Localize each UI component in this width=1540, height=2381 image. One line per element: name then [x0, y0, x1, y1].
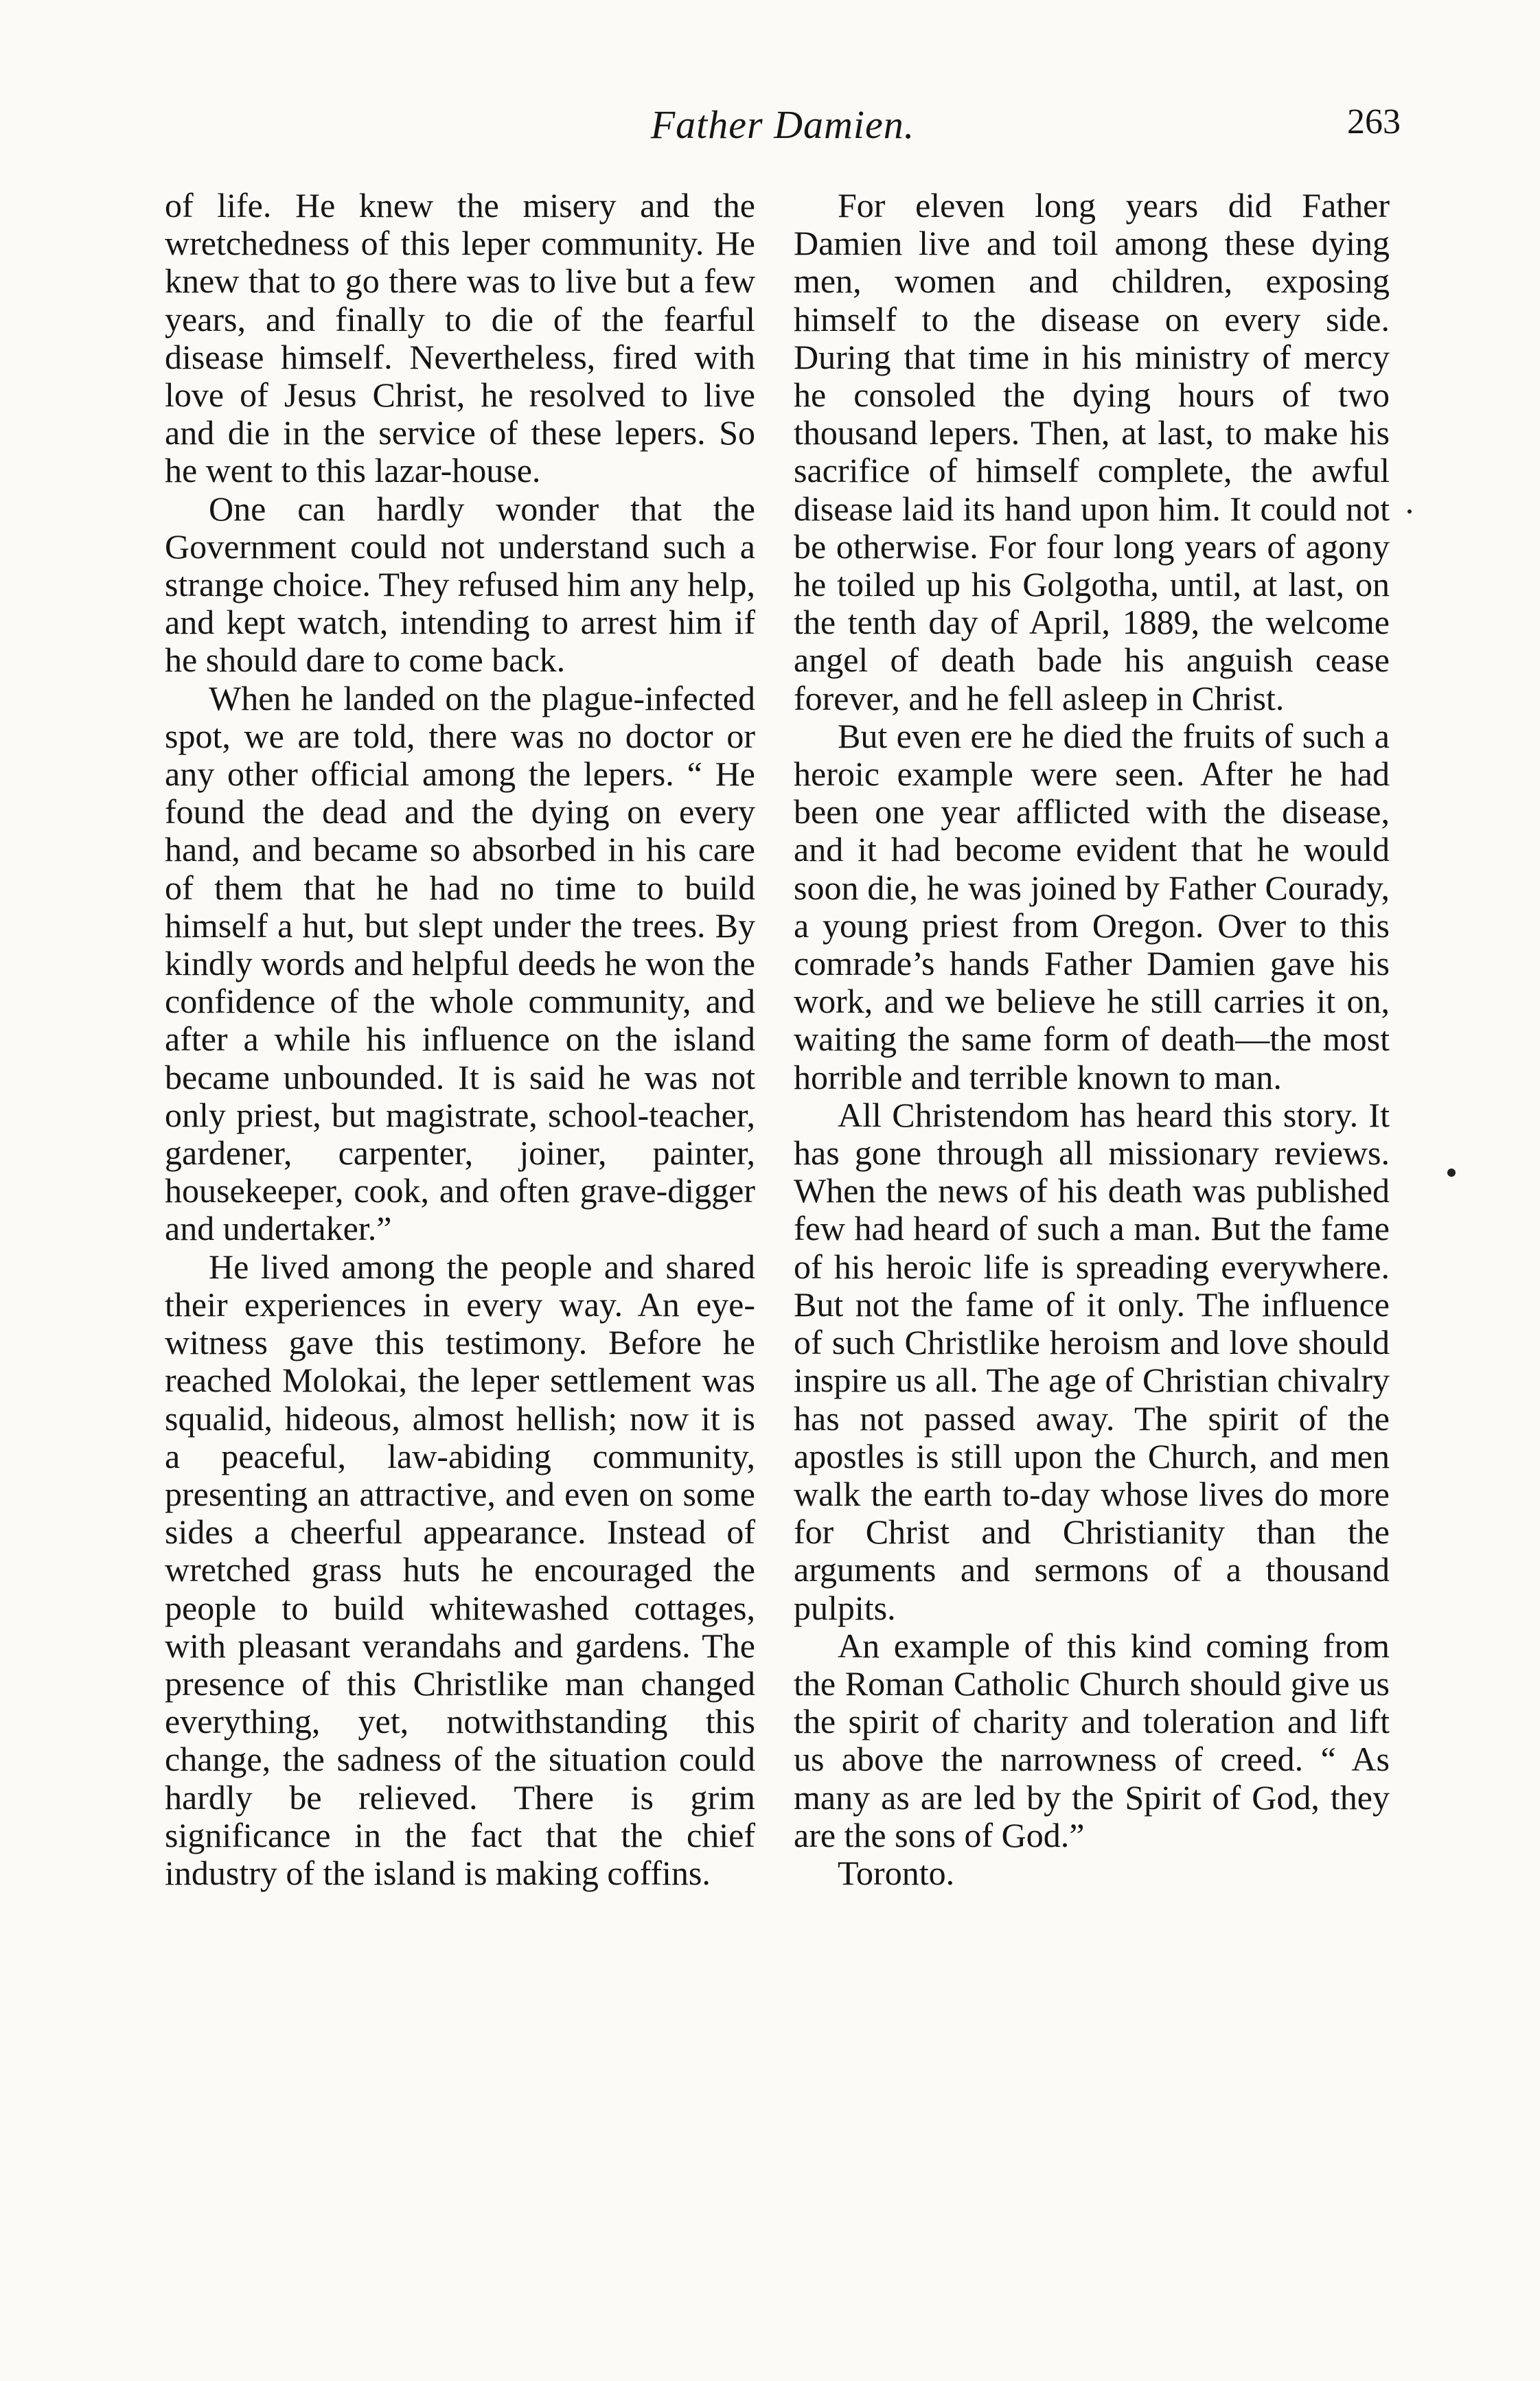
running-title: Father Damien. [650, 102, 915, 147]
paragraph: When he landed on the plague-infected spot, we are told, there was no doctor or any other official among the lepers. “ He found the dead and the dying on every hand, and became so absorbed in his care of them that he had no time to build himself a hut, but slept under the trees. By kindly words and helpful deeds he won the confidence of the whole community, and after a while his influence on the island became unbounded. It is said he was not only priest, but magistrate, school-teacher, gardener, carpenter, joiner, painter, housekeeper, cook, and often grave-digger and undertaker.” [165, 678, 755, 1248]
ink-speck [1407, 509, 1412, 514]
paragraph: He lived among the people and shared their experiences in every way. An eye-witness gave this testimony. Before he reached Molokai, the leper settlement was squalid, hideous, almost hellish; now it is a peaceful, law-abiding community, presenting an attractive, and even on some sides a cheerful appearance. Instead of wretched grass huts he encouraged the people to build whitewashed cottages, with pleasant verandahs and gardens. The presence of this Christlike man changed everything, yet, notwithstanding this change, the sadness of the situation could hardly be relieved. There is grim significance in the fact that the chief industry of the island is making coffins. [165, 1247, 755, 1892]
paragraph: For eleven long years did Father Damien live and toil among these dying men, women and children, exposing himself to the disease on every side. During that time in his ministry of mercy he consoled the dying hours of two thousand lepers. Then, at last, to make his sacrifice of himself complete, the awful disease laid its hand upon him. It could not be otherwise. For four long years of agony he toiled up his Golgotha, until, at last, on the tenth day of April, 1889, the welcome angel of death bade his anguish cease forever, and he fell asleep in Christ. [794, 186, 1390, 717]
left-column [165, 187, 755, 1892]
ink-speck [1447, 1169, 1456, 1177]
signature: Toronto. [838, 1853, 955, 1892]
paragraph: One can hardly wonder that the Government could not understand such a strange choice. They refused him any help, and kept watch, intending to arrest him if he should dare to come back. [165, 489, 755, 680]
page-number: 263 [1347, 102, 1401, 141]
page-header [165, 102, 1401, 157]
paragraph: All Christendom has heard this story. It has gone through all missionary reviews. When the news of his death was published few had heard of such a man. But the fame of his heroic life is spreading everywhere. But not the fame of it only. The influence of such Christlike heroism and love should inspire us all. The age of Christian chivalry has not passed away. The spirit of the apostles is still upon the Church, and men walk the earth to-day whose lives do more for Christ and Christianity than the arguments and sermons of a thousand pulpits. [794, 1095, 1390, 1627]
paragraph: But even ere he died the fruits of such a heroic example were seen. After he had been one year afflicted with the disease, and it had become evident that he would soon die, he was joined by Father Courady, a young priest from Oregon. Over to this comrade’s hands Father Damien gave his work, and we believe he still carries it on, waiting the same form of death—the most horrible and terrible known to man. [794, 716, 1390, 1096]
paragraph: An example of this kind coming from the Roman Catholic Church should give us the spirit of charity and toleration and lift us above the narrowness of creed. “ As many as are led by the Spirit of God, they are the sons of God.” [794, 1626, 1390, 1854]
paragraph: of life. He knew the misery and the wretchedness of this leper community. He knew that to go there was to live but a few years, and finally to die of the fearful disease himself. Nevertheless, fired with love of Jesus Christ, he resolved to live and die in the service of these lepers. So he went to this lazar-house. [165, 186, 755, 490]
right-column [794, 187, 1390, 1892]
